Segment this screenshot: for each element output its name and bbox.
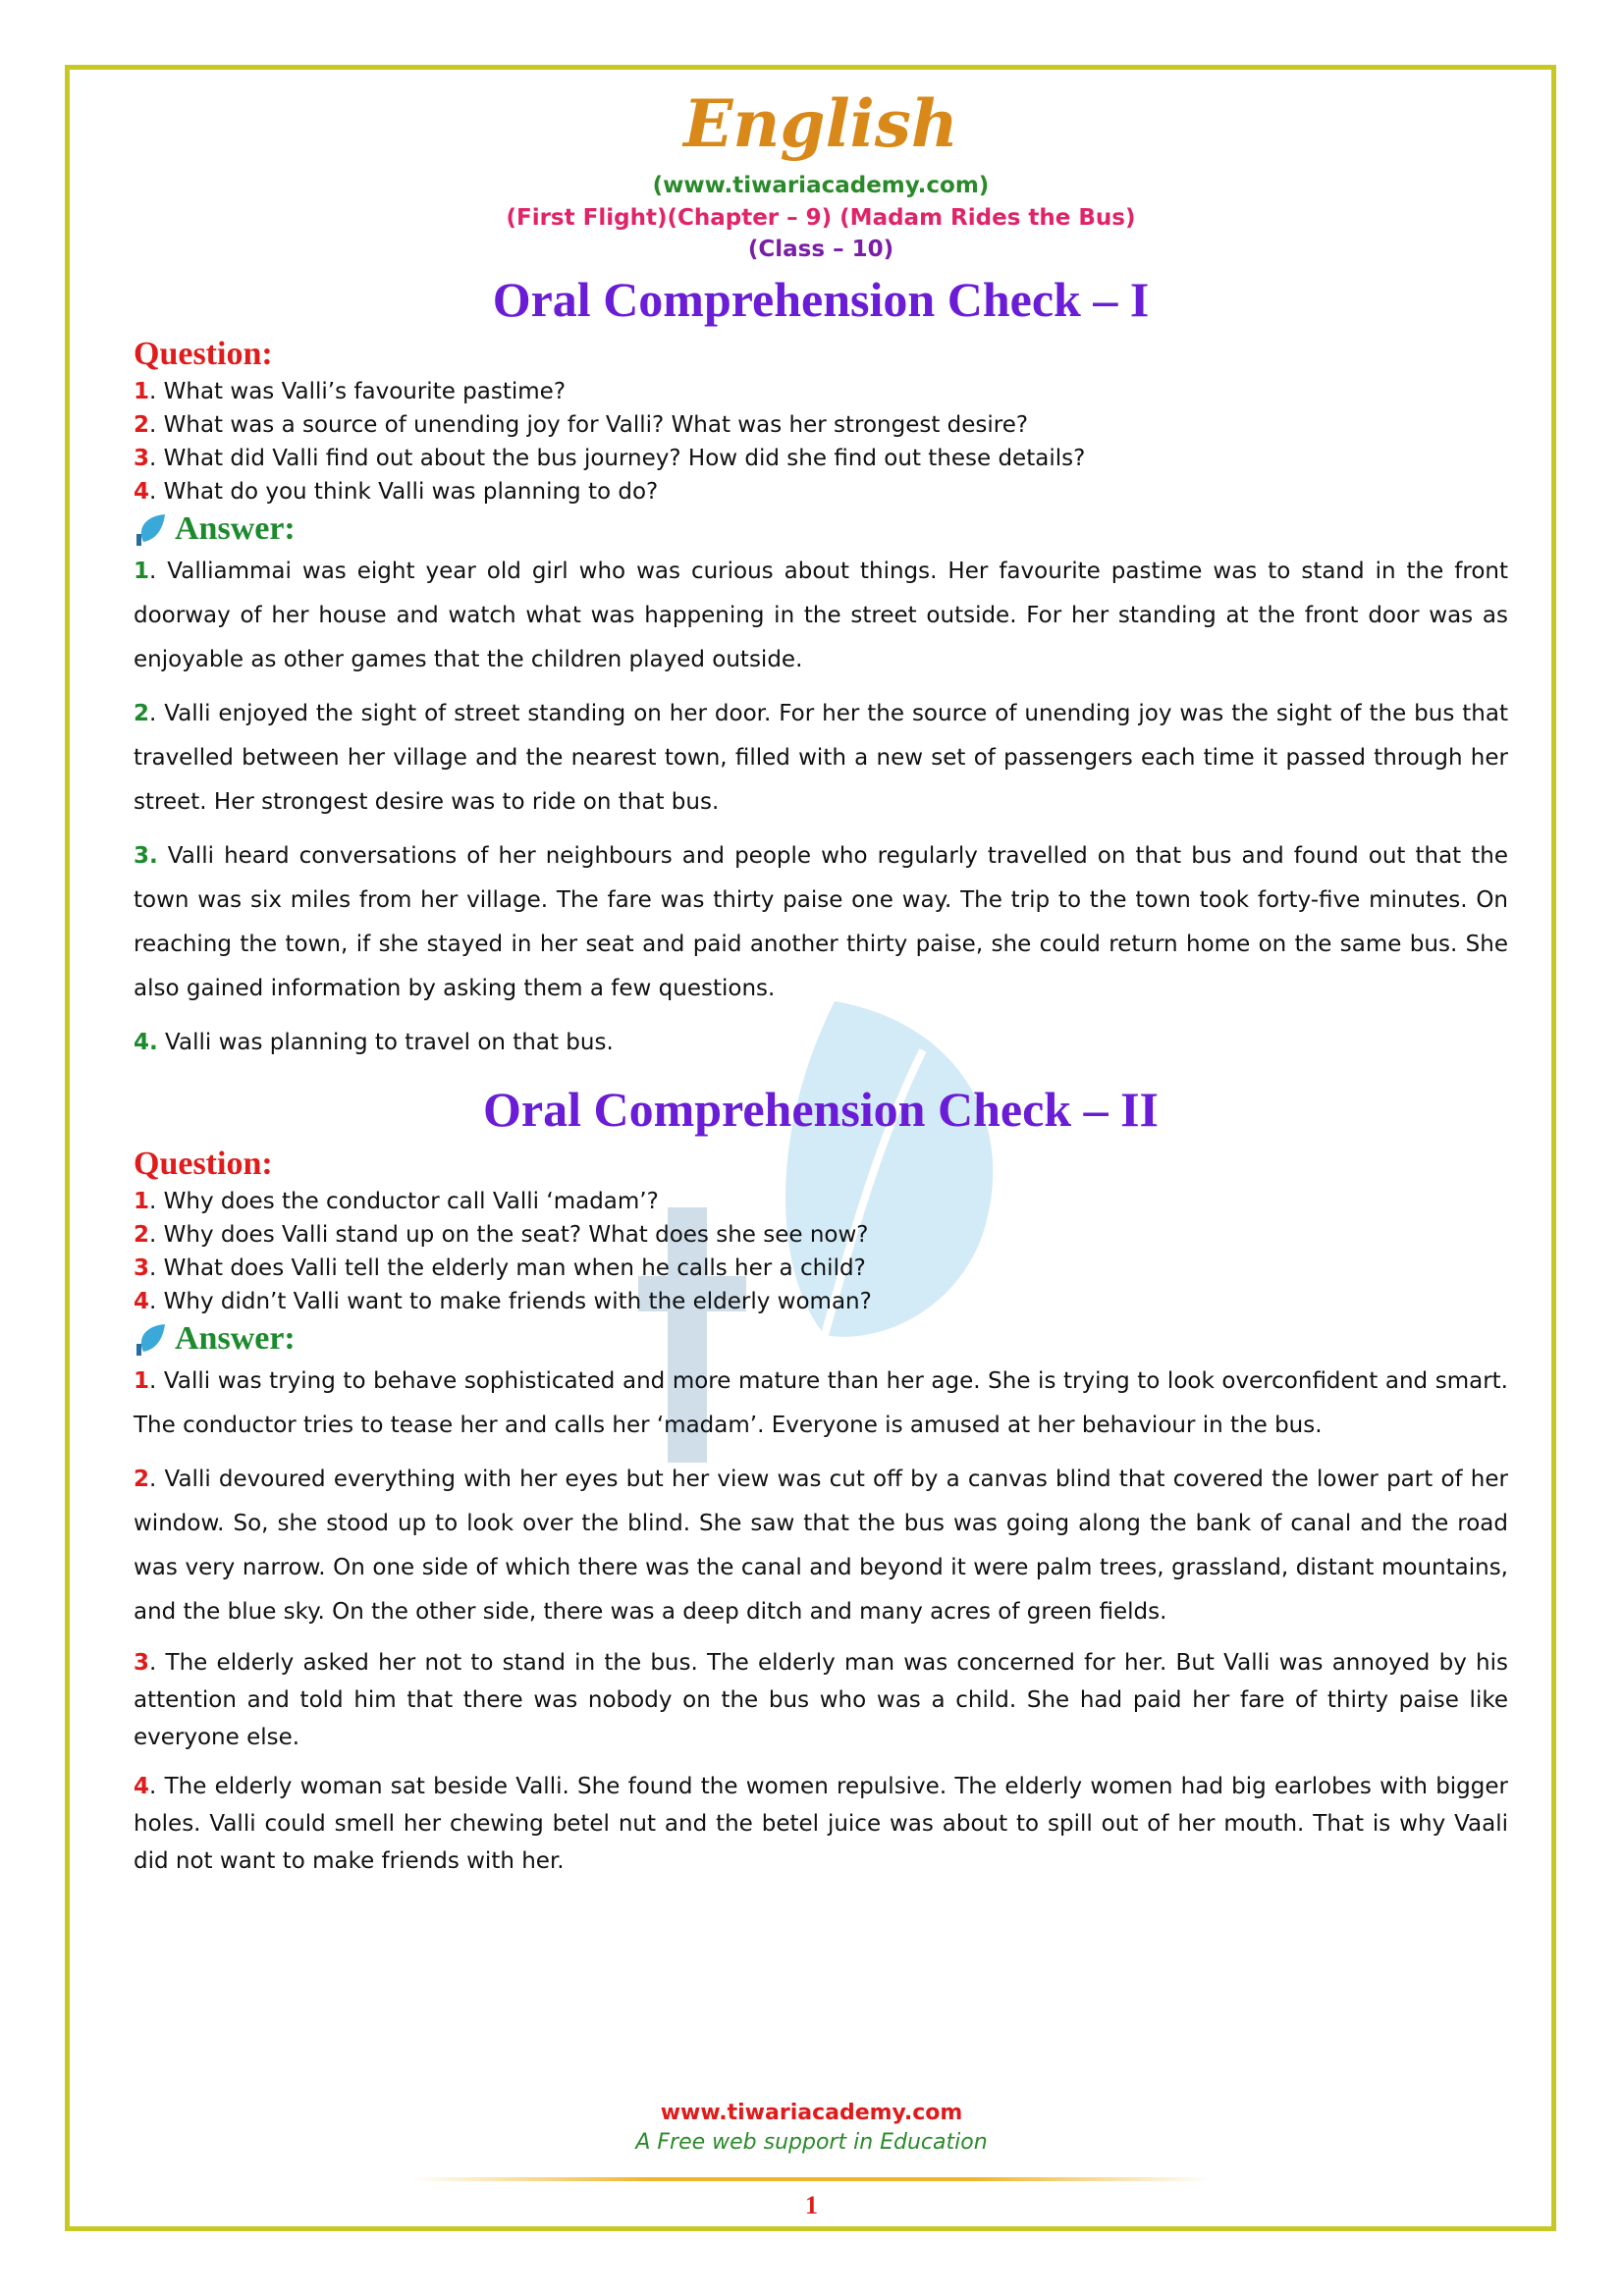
question-number: 4 [134, 479, 150, 505]
question-item [134, 1218, 1508, 1252]
answer-number: 2 [134, 701, 150, 726]
question-item [134, 1285, 1508, 1318]
answer-paragraph [134, 1021, 1508, 1065]
footer-site-link[interactable]: www.tiwariacademy.com [660, 2101, 963, 2125]
chapter-info: (First Flight)(Chapter – 9) (Madam Rides the Bus) [506, 205, 1136, 231]
page-number: 1 [805, 2191, 818, 2219]
question-list [134, 375, 1508, 508]
answer-label [134, 508, 1508, 550]
answer-text: . The elderly asked her not to stand in the bus. The elderly man was concerned for her. But Valli was annoyed by his attention and told him that there was nobody on the bus who was a child. She had paid her fare of thirty paise like everyone else. [134, 1650, 1508, 1750]
question-label: Question: [134, 1146, 273, 1182]
answer-number: 1 [134, 559, 150, 584]
question-item [134, 1185, 1508, 1218]
question-item [134, 375, 1508, 408]
question-number: 4 [134, 1289, 150, 1314]
page-title: English [683, 85, 958, 162]
question-item [134, 442, 1508, 475]
section-heading: Oral Comprehension Check – II [482, 1082, 1159, 1137]
question-text: . What do you think Valli was planning to do? [149, 479, 659, 505]
section-check-2 [134, 1075, 1508, 1880]
answer-paragraph [134, 1644, 1508, 1756]
answer-text: . Valli enjoyed the sight of street standing on her door. For her the source of unending joy was the sight of the bus that travelled between her village and the nearest town, filled with a new set of passengers each time it passed through her street. Her strongest desire was to ride on that bus. [134, 701, 1508, 815]
question-text: . Why does the conductor call Valli ‘madam’? [149, 1189, 659, 1214]
answer-text: Valli heard conversations of her neighbours and people who regularly travelled on that bus and found out that the town was six miles from her village. The fare was thirty paise one way. The trip to the town took forty-five minutes. On reaching the town, if she stayed in her seat and paid another thirty paise, she could return home on the same bus. She also gained information by asking them a few questions. [134, 843, 1508, 1001]
question-list [134, 1185, 1508, 1318]
answer-list [134, 1360, 1508, 1880]
answer-number: 2 [134, 1467, 150, 1492]
question-text: . Why does Valli stand up on the seat? What does she see now? [149, 1222, 869, 1248]
question-number: 2 [134, 412, 150, 438]
question-item [134, 408, 1508, 442]
question-number: 1 [134, 379, 150, 404]
question-number: 1 [134, 1189, 150, 1214]
question-item [134, 475, 1508, 508]
question-number: 2 [134, 1222, 150, 1248]
question-text: . What was a source of unending joy for Valli? What was her strongest desire? [149, 412, 1029, 438]
answer-number: 1 [134, 1368, 150, 1394]
answer-paragraph [134, 834, 1508, 1011]
answer-label-text: Answer: [175, 1320, 296, 1357]
answer-paragraph [134, 1360, 1508, 1448]
answer-paragraph [134, 1768, 1508, 1880]
answer-number: 4 [134, 1774, 150, 1799]
answer-text: . Valli was trying to behave sophisticated and more mature than her age. She is trying to look overconfident and smart. The conductor tries to tease her and calls her ‘madam’. Everyone is amused at her behaviour in the bus. [134, 1368, 1508, 1438]
answer-text: . Valli devoured everything with her eyes but her view was cut off by a canvas blind that covered the lower part of her window. So, she stood up to look over the blind. She saw that the bus was going along the bank of canal and the road was very narrow. On one side of which there was the canal and beyond it were palm trees, grassland, distant mountains, and the blue sky. On the other side, there was a deep ditch and many acres of green fields. [134, 1467, 1508, 1625]
question-number: 3 [134, 446, 150, 471]
page-footer [0, 2099, 1623, 2158]
section-heading: Oral Comprehension Check – I [492, 272, 1150, 327]
tiwari-leaf-icon [134, 512, 169, 546]
answer-paragraph [134, 692, 1508, 825]
answer-paragraph [134, 550, 1508, 682]
question-text: . What did Valli find out about the bus journey? How did she find out these details? [149, 446, 1086, 471]
class-info: (Class – 10) [747, 237, 894, 262]
answer-label-text: Answer: [175, 510, 296, 547]
answer-paragraph [134, 1458, 1508, 1634]
tiwari-leaf-icon [134, 1322, 169, 1356]
section-check-1 [134, 265, 1508, 1065]
answer-label [134, 1318, 1508, 1360]
answer-text: . The elderly woman sat beside Valli. She found the women repulsive. The elderly women had big earlobes with bigger holes. Valli could smell her chewing betel nut and the betel juice was about to spill out of her mouth. That is why Vaali did not want to make friends with her. [134, 1774, 1508, 1874]
question-text: . What was Valli’s favourite pastime? [149, 379, 567, 404]
footer-divider [412, 2177, 1211, 2181]
answer-number: 3 [134, 1650, 150, 1676]
site-url: (www.tiwariacademy.com) [652, 173, 990, 198]
question-text: . What does Valli tell the elderly man when he calls her a child? [149, 1255, 866, 1281]
answer-list [134, 550, 1508, 1065]
question-number: 3 [134, 1255, 150, 1281]
page-content [134, 79, 1508, 1892]
answer-number: 4. [134, 1030, 158, 1055]
answer-number: 3. [134, 843, 158, 869]
footer-tagline: A Free web support in Education [635, 2130, 988, 2155]
answer-text: Valli was planning to travel on that bus. [157, 1030, 614, 1055]
question-item [134, 1252, 1508, 1285]
answer-text: . Valliammai was eight year old girl who was curious about things. Her favourite pastime was to stand in the front doorway of her house and watch what was happening in the street outside. For her standing at the front door was as enjoyable as other games that the children played outside. [134, 559, 1508, 672]
question-label: Question: [134, 336, 273, 372]
question-text: . Why didn’t Valli want to make friends with the elderly woman? [149, 1289, 872, 1314]
